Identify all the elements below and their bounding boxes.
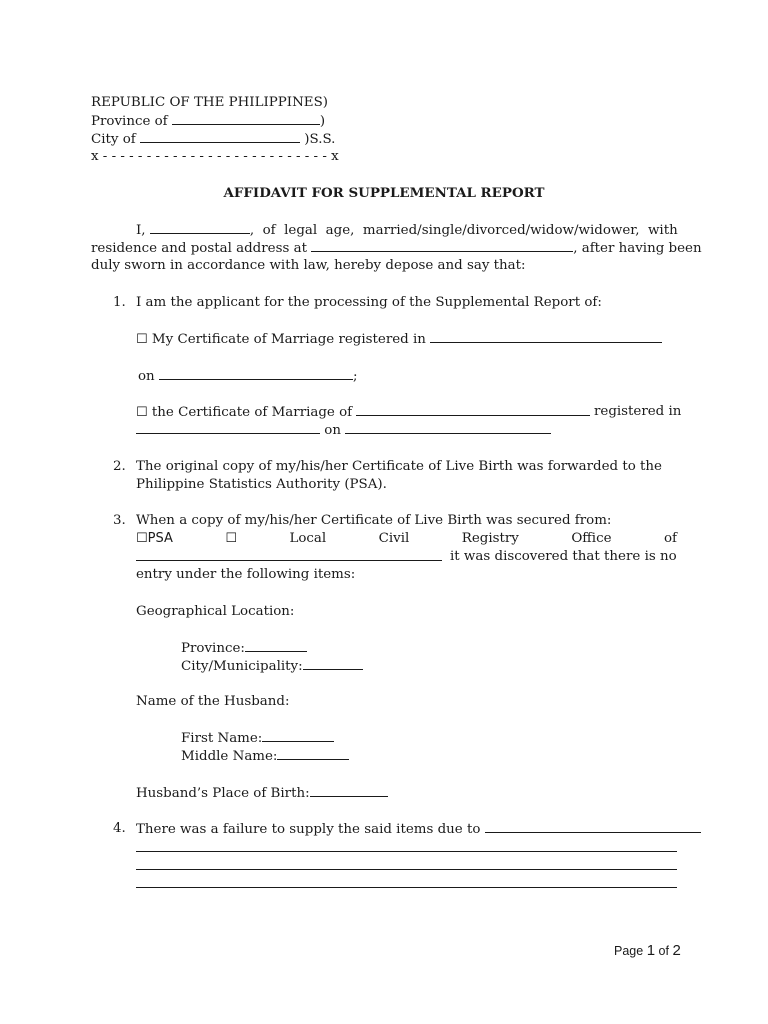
- first-name-blank[interactable]: [262, 729, 334, 742]
- option2-text: the Certificate of Marriage of: [151, 405, 353, 420]
- province-close: ): [319, 114, 326, 129]
- failure-line-4[interactable]: [136, 887, 677, 888]
- failure-line-2[interactable]: [136, 851, 677, 852]
- city-field: [181, 657, 363, 676]
- intro-line1: [136, 221, 678, 240]
- item3-discovered: it was discovered that there is no: [450, 549, 677, 564]
- middle-name-blank[interactable]: [277, 747, 349, 760]
- failure-reason-blank[interactable]: [485, 820, 701, 833]
- item1-text: I am the applicant for the processing of the Supplemental Report of:: [136, 295, 602, 310]
- city-field-blank[interactable]: [303, 657, 363, 670]
- birth-place-field: [136, 784, 388, 803]
- header-x-line: x - - - - - - - - - - - - - - - - - - - - - - - - - - x: [91, 149, 339, 164]
- intro-after-name: , of legal age, married/single/divorced/widow/widower, with: [249, 223, 678, 238]
- province-label: Province of: [91, 114, 168, 129]
- item4-label: There was a failure to supply the said items due to: [136, 822, 481, 837]
- item3-line3: [136, 548, 442, 567]
- item2-line2: Philippine Statistics Authority (PSA).: [136, 477, 387, 492]
- item1-option2: [136, 403, 590, 422]
- address-blank[interactable]: [311, 239, 573, 252]
- birth-place-label: Husband’s Place of Birth:: [136, 786, 310, 801]
- item4-text: [136, 820, 701, 839]
- header-province: [91, 112, 325, 131]
- city-label: City of: [91, 132, 136, 147]
- word-local: Local: [289, 531, 327, 546]
- lcr-checkbox-icon[interactable]: ☐: [225, 531, 237, 546]
- middle-name-label: Middle Name:: [181, 749, 278, 764]
- province-field: [181, 639, 307, 658]
- lcr-office-blank[interactable]: [136, 548, 442, 561]
- province-field-blank[interactable]: [245, 639, 307, 652]
- city-close: )S.S.: [304, 132, 336, 147]
- item3-line2: [136, 530, 677, 548]
- item3-line1: When a copy of my/his/her Certificate of Live Birth was secured from:: [136, 513, 612, 528]
- page-number: 1: [646, 942, 656, 959]
- word-of: of: [663, 531, 677, 546]
- first-name-field: [181, 729, 334, 748]
- document-title: AFFIDAVIT FOR SUPPLEMENTAL REPORT: [223, 185, 545, 201]
- city-field-label: City/Municipality:: [181, 659, 303, 674]
- on1-date-blank[interactable]: [159, 367, 353, 380]
- option2-registered-blank[interactable]: [136, 421, 320, 434]
- failure-line-3[interactable]: [136, 869, 677, 870]
- word-registry: Registry: [461, 531, 519, 546]
- page-word: Page: [614, 944, 644, 958]
- item3-number: 3.: [113, 513, 126, 528]
- item1-option1: [136, 330, 662, 349]
- registered-in-label: registered in: [594, 404, 682, 419]
- middle-name-field: [181, 747, 349, 766]
- header-city: [91, 130, 335, 149]
- item2-line1: [136, 458, 677, 476]
- item4-number: 4.: [113, 821, 126, 836]
- on2-date-blank[interactable]: [345, 421, 551, 434]
- marriage-of-blank[interactable]: [356, 403, 590, 416]
- item3-line4: entry under the following items:: [136, 567, 356, 582]
- item1-option2-line2: [136, 421, 551, 440]
- word-office: Office: [571, 531, 612, 546]
- on1-end: ;: [352, 369, 358, 384]
- item1-number: 1.: [113, 295, 126, 310]
- intro-line3: duly sworn in accordance with law, hereby depose and say that:: [91, 258, 526, 273]
- intro-line2: [91, 239, 702, 258]
- province-field-label: Province:: [181, 641, 245, 656]
- checkbox-icon[interactable]: ☐: [136, 332, 148, 347]
- intro-i: I,: [136, 223, 146, 238]
- city-blank[interactable]: [140, 130, 300, 143]
- on1-label: on: [138, 369, 155, 384]
- intro-residence: residence and postal address at: [91, 241, 307, 256]
- geo-location-label: Geographical Location:: [136, 604, 295, 619]
- header-republic: REPUBLIC OF THE PHILIPPINES): [91, 95, 328, 110]
- word-civil: Civil: [378, 531, 410, 546]
- psa-checkbox[interactable]: [136, 530, 173, 548]
- affiant-name-blank[interactable]: [150, 221, 250, 234]
- checkbox-icon[interactable]: ☐: [136, 405, 148, 420]
- province-blank[interactable]: [172, 112, 320, 125]
- psa-label: ☐PSA: [136, 531, 173, 546]
- registered-in-blank[interactable]: [430, 330, 662, 343]
- item1-on1: [138, 367, 357, 386]
- on2-label: on: [324, 423, 341, 438]
- item2-line1-text: The original copy of my/his/her Certificate of Live Birth was forwarded to the: [136, 459, 662, 474]
- birth-place-blank[interactable]: [310, 784, 388, 797]
- husband-name-label: Name of the Husband:: [136, 694, 290, 709]
- of-word: of: [658, 944, 669, 958]
- option1-text: My Certificate of Marriage registered in: [151, 332, 426, 347]
- page-footer: [614, 942, 681, 960]
- first-name-label: First Name:: [181, 731, 263, 746]
- item2-number: 2.: [113, 459, 126, 474]
- intro-after-address: , after having been: [573, 241, 702, 256]
- page-total: 2: [672, 942, 681, 959]
